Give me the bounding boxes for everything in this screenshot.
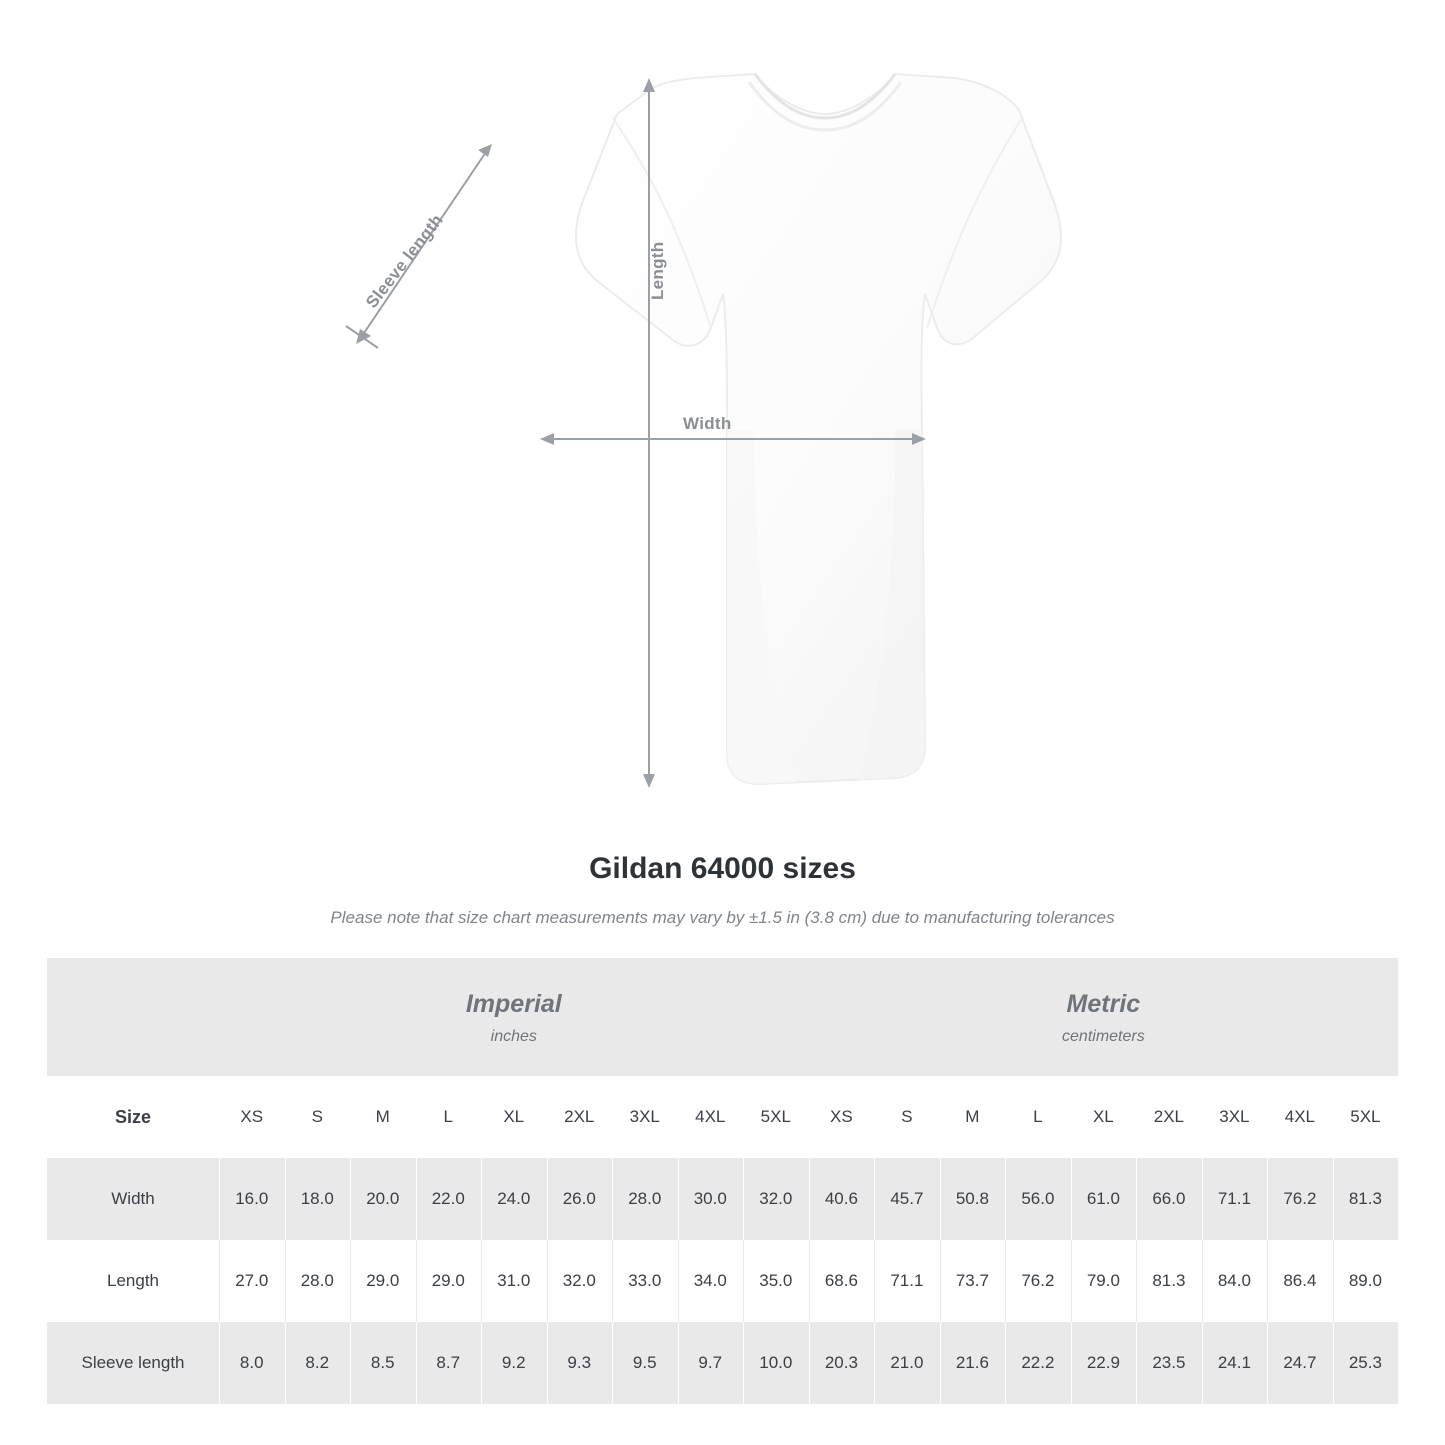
- width-xs-imp: 16.0: [219, 1158, 285, 1240]
- sleeve-3xl-imp: 9.5: [612, 1322, 678, 1404]
- size-table-wrap: [47, 958, 1398, 1404]
- sleeve-xs-imp: 8.0: [219, 1322, 285, 1404]
- length-label: Length: [648, 241, 667, 300]
- sleeve-xl-met: 22.9: [1071, 1322, 1137, 1404]
- unit-header-row: [47, 958, 1398, 1076]
- length-s-met: 71.1: [874, 1240, 940, 1322]
- imperial-title: Imperial: [465, 990, 562, 1019]
- table-row: [47, 1322, 1398, 1404]
- length-5xl-imp: 35.0: [743, 1240, 809, 1322]
- page-title: Gildan 64000 sizes: [589, 852, 856, 885]
- unit-header-spacer: [47, 958, 219, 1076]
- sleeve-4xl-imp: 9.7: [678, 1322, 744, 1404]
- size-col-xl-imp: XL: [481, 1076, 547, 1158]
- size-col-4xl-met: 4XL: [1267, 1076, 1333, 1158]
- size-col-2xl-met: 2XL: [1136, 1076, 1202, 1158]
- row-label-width: Width: [47, 1158, 219, 1240]
- size-col-xl-met: XL: [1071, 1076, 1137, 1158]
- sleeve-l-met: 22.2: [1005, 1322, 1071, 1404]
- sleeve-m-imp: 8.5: [350, 1322, 416, 1404]
- width-2xl-imp: 26.0: [547, 1158, 613, 1240]
- length-3xl-met: 84.0: [1202, 1240, 1268, 1322]
- sleeve-2xl-met: 23.5: [1136, 1322, 1202, 1404]
- length-4xl-imp: 34.0: [678, 1240, 744, 1322]
- width-4xl-imp: 30.0: [678, 1158, 744, 1240]
- size-col-2xl-imp: 2XL: [547, 1076, 613, 1158]
- sleeve-xs-met: 20.3: [809, 1322, 875, 1404]
- width-3xl-imp: 28.0: [612, 1158, 678, 1240]
- size-col-l-met: L: [1005, 1076, 1071, 1158]
- length-m-imp: 29.0: [350, 1240, 416, 1322]
- length-xs-met: 68.6: [809, 1240, 875, 1322]
- sleeve-3xl-met: 24.1: [1202, 1322, 1268, 1404]
- metric-sub: centimeters: [1062, 1027, 1145, 1045]
- width-l-met: 56.0: [1005, 1158, 1071, 1240]
- width-2xl-met: 66.0: [1136, 1158, 1202, 1240]
- length-4xl-met: 86.4: [1267, 1240, 1333, 1322]
- sleeve-5xl-imp: 10.0: [743, 1322, 809, 1404]
- size-col-xs-imp: XS: [219, 1076, 285, 1158]
- size-col-xs-met: XS: [809, 1076, 875, 1158]
- size-col-s-met: S: [874, 1076, 940, 1158]
- length-l-met: 76.2: [1005, 1240, 1071, 1322]
- length-l-imp: 29.0: [416, 1240, 482, 1322]
- sleeve-length-label: Sleeve length: [362, 210, 447, 312]
- sleeve-4xl-met: 24.7: [1267, 1322, 1333, 1404]
- length-m-met: 73.7: [940, 1240, 1006, 1322]
- length-5xl-met: 89.0: [1333, 1240, 1399, 1322]
- width-xl-imp: 24.0: [481, 1158, 547, 1240]
- width-xs-met: 40.6: [809, 1158, 875, 1240]
- table-row: [47, 1158, 1398, 1240]
- sleeve-xl-imp: 9.2: [481, 1322, 547, 1404]
- width-4xl-met: 76.2: [1267, 1158, 1333, 1240]
- size-col-l-imp: L: [416, 1076, 482, 1158]
- width-s-imp: 18.0: [285, 1158, 351, 1240]
- length-2xl-met: 81.3: [1136, 1240, 1202, 1322]
- size-col-5xl-imp: 5XL: [743, 1076, 809, 1158]
- metric-header: [809, 958, 1399, 1076]
- size-col-3xl-imp: 3XL: [612, 1076, 678, 1158]
- width-5xl-imp: 32.0: [743, 1158, 809, 1240]
- table-row: [47, 1240, 1398, 1322]
- length-xl-met: 79.0: [1071, 1240, 1137, 1322]
- length-s-imp: 28.0: [285, 1240, 351, 1322]
- sleeve-s-met: 21.0: [874, 1322, 940, 1404]
- imperial-header: [219, 958, 809, 1076]
- width-label: Width: [683, 414, 732, 433]
- metric-title: Metric: [1066, 990, 1141, 1019]
- width-xl-met: 61.0: [1071, 1158, 1137, 1240]
- size-col-4xl-imp: 4XL: [678, 1076, 744, 1158]
- length-2xl-imp: 32.0: [547, 1240, 613, 1322]
- width-dimension-arrow: [540, 428, 926, 450]
- size-header-row: [47, 1076, 1398, 1158]
- imperial-sub: inches: [490, 1027, 537, 1045]
- size-row-label: Size: [47, 1076, 219, 1158]
- width-3xl-met: 71.1: [1202, 1158, 1268, 1240]
- sleeve-5xl-met: 25.3: [1333, 1322, 1399, 1404]
- size-col-3xl-met: 3XL: [1202, 1076, 1268, 1158]
- sleeve-s-imp: 8.2: [285, 1322, 351, 1404]
- tolerance-note: Please note that size chart measurements may vary by ±1.5 in (3.8 cm) due to manufacturing tolerances: [330, 908, 1115, 927]
- width-5xl-met: 81.3: [1333, 1158, 1399, 1240]
- sleeve-m-met: 21.6: [940, 1322, 1006, 1404]
- width-s-met: 45.7: [874, 1158, 940, 1240]
- width-m-met: 50.8: [940, 1158, 1006, 1240]
- sleeve-2xl-imp: 9.3: [547, 1322, 613, 1404]
- length-xs-imp: 27.0: [219, 1240, 285, 1322]
- sleeve-l-imp: 8.7: [416, 1322, 482, 1404]
- row-label-length: Length: [47, 1240, 219, 1322]
- width-m-imp: 20.0: [350, 1158, 416, 1240]
- width-l-imp: 22.0: [416, 1158, 482, 1240]
- row-label-sleeve-length: Sleeve length: [47, 1322, 219, 1404]
- size-table: [47, 958, 1398, 1404]
- length-3xl-imp: 33.0: [612, 1240, 678, 1322]
- size-col-m-imp: M: [350, 1076, 416, 1158]
- size-col-s-imp: S: [285, 1076, 351, 1158]
- size-col-m-met: M: [940, 1076, 1006, 1158]
- length-xl-imp: 31.0: [481, 1240, 547, 1322]
- size-col-5xl-met: 5XL: [1333, 1076, 1399, 1158]
